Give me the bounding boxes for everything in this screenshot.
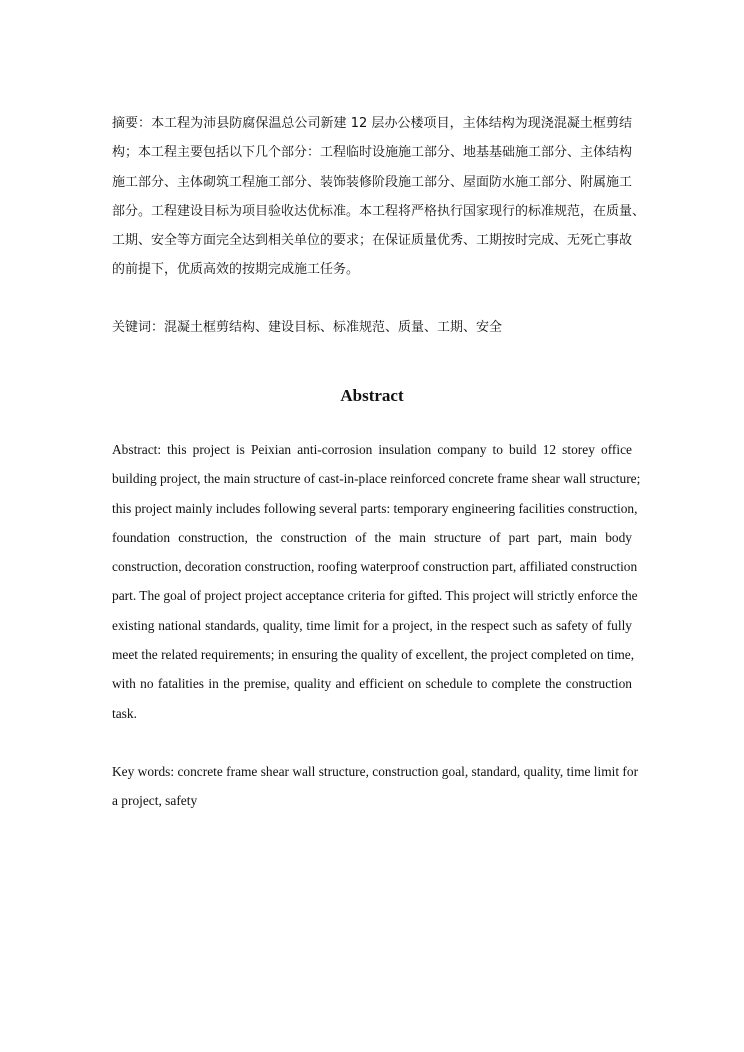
text-line: meet the related requirements; in ensuring the quality of excellent, the project completed on time, [112,647,635,663]
text-line: task. [112,705,137,721]
text-line: existing national standards, quality, time limit for a project, in the respect such as safety of fully [112,617,632,633]
text-line: part. The goal of project project acceptance criteria for gifted. This project will strictly enforce the [112,588,638,604]
text-line: 构；本工程主要包括以下几个部分：工程临时设施施工部分、地基基础施工部分、主体结构 [112,145,633,161]
text-line: 工期、安全等方面完全达到相关单位的要求；在保证质量优秀、工期按时完成、无死亡事故 [112,233,633,249]
text-line: 关键词：混凝土框剪结构、建设目标、标准规范、质量、工期、安全 [112,320,503,335]
text-line: 的前提下，优质高效的按期完成施工任务。 [112,262,360,278]
text-line: 摘要：本工程为沛县防腐保温总公司新建 12 层办公楼项目，主体结构为现浇混凝土框剪结 [112,116,632,131]
text-line: with no fatalities in the premise, quality and efficient on schedule to complete the construction [112,676,632,692]
text-line: building project, the main structure of cast-in-place reinforced concrete frame shear wall structure; [112,471,641,487]
text-line: a project, safety [112,793,198,809]
text-line: 施工部分、主体砌筑工程施工部分、装饰装修阶段施工部分、屋面防水施工部分、附属施工 [112,174,633,190]
english-abstract [112,435,641,728]
chinese-keywords [112,313,632,342]
abstract-heading: Abstract [340,386,404,405]
chinese-abstract [112,109,646,285]
text-line: this project mainly includes following several parts: temporary engineering facilities construction, [112,500,638,516]
text-line: construction, decoration construction, roofing waterproof construction part, affiliated construction [112,559,638,575]
text-line: foundation construction, the construction of the main structure of part part, main body [112,529,632,545]
text-line: 部分。工程建设目标为项目验收达优标准。本工程将严格执行国家现行的标准规范，在质量、 [112,203,646,219]
english-keywords [112,757,639,816]
text-line: Key words: concrete frame shear wall structure, construction goal, standard, quality, time limit for [112,764,639,779]
text-line: Abstract: this project is Peixian anti-corrosion insulation company to build 12 storey office [112,442,632,457]
